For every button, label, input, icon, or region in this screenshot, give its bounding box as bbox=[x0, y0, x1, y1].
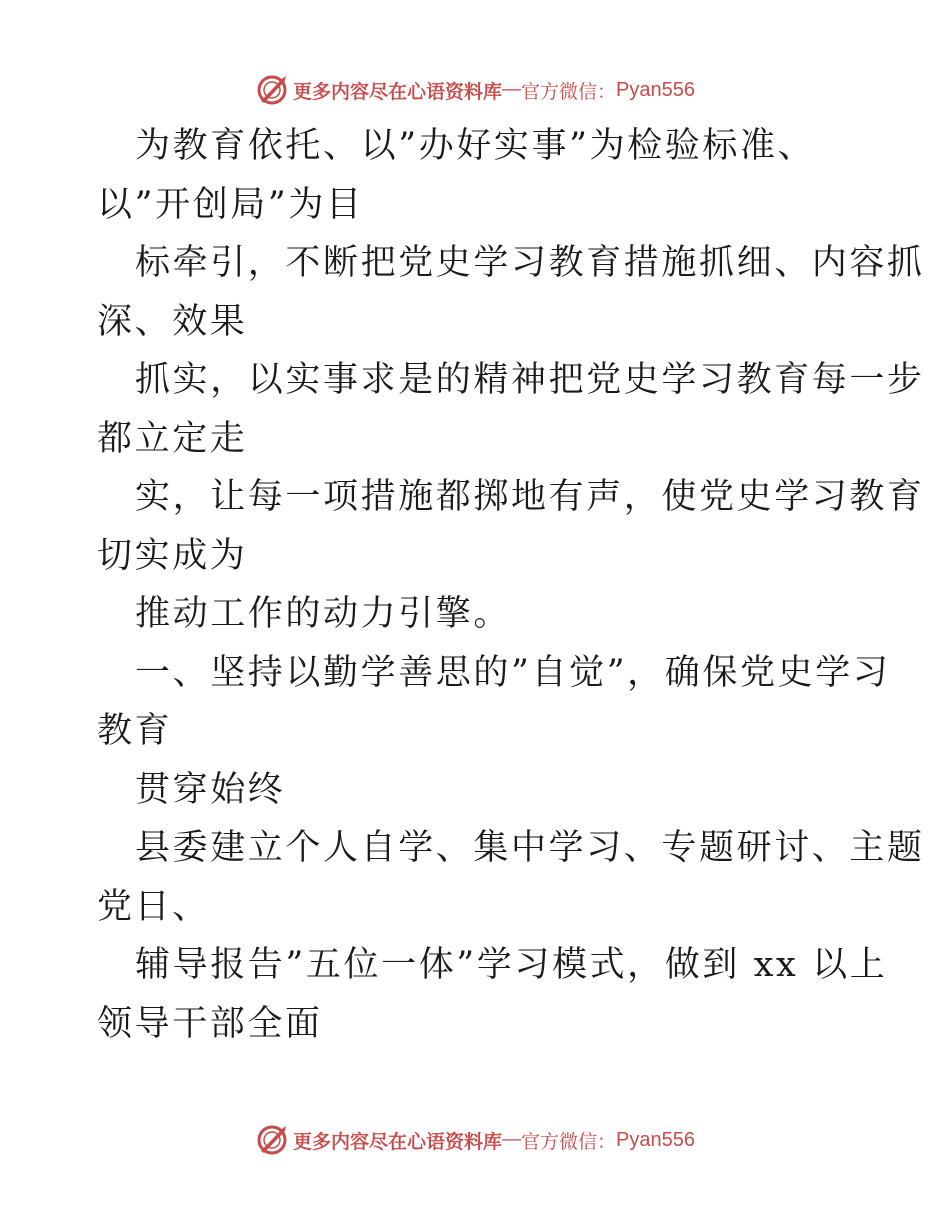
paragraph-line: 标牵引，不断把党史学习教育措施抓细、内容抓 bbox=[135, 243, 925, 283]
paragraph-line: 深、效果 bbox=[97, 301, 248, 342]
paragraph-line: 辅导报告”五位一体”学习模式，做到 xx 以上 bbox=[135, 945, 888, 985]
quill-pen-logo-icon bbox=[255, 1123, 289, 1157]
watermark-account-id: Pyan556 bbox=[616, 78, 695, 101]
paragraph-line: 切实成为 bbox=[97, 535, 248, 576]
paragraph-line: 为教育依托、以”办好实事”为检验标准、 bbox=[135, 126, 816, 166]
watermark-main-text: 更多内容尽在心语资料库 bbox=[293, 1130, 503, 1153]
paragraph-line: 一、坚持以勤学善思的”自觉”，确保党史学习 bbox=[135, 652, 891, 693]
watermark-separator: — bbox=[502, 1129, 522, 1150]
watermark-official-label: 官方微信： bbox=[521, 80, 617, 103]
footer-watermark bbox=[0, 1120, 950, 1160]
document-body bbox=[97, 117, 925, 1053]
watermark-separator: — bbox=[502, 79, 522, 100]
watermark-official-label: 官方微信： bbox=[521, 1130, 617, 1153]
paragraph-line: 党日、 bbox=[97, 886, 210, 927]
paragraph-line: 实，让每一项措施都掷地有声，使党史学习教育 bbox=[135, 477, 925, 517]
paragraph-line: 贯穿始终 bbox=[135, 769, 286, 810]
paragraph-line: 都立定走 bbox=[97, 418, 248, 459]
paragraph-line: 教育 bbox=[97, 711, 173, 751]
quill-pen-logo-icon bbox=[255, 73, 289, 107]
paragraph-line: 以”开创局”为目 bbox=[97, 184, 364, 225]
watermark-account-id: Pyan556 bbox=[616, 1128, 695, 1151]
paragraph-line: 推动工作的动力引擎。 bbox=[135, 594, 512, 634]
paragraph-line: 抓实，以实事求是的精神把党史学习教育每一步 bbox=[135, 360, 925, 400]
watermark-main-text: 更多内容尽在心语资料库 bbox=[293, 80, 503, 103]
paragraph-line: 县委建立个人自学、集中学习、专题研讨、主题 bbox=[135, 828, 925, 868]
header-watermark bbox=[0, 70, 950, 110]
paragraph-line: 领导干部全面 bbox=[97, 1003, 323, 1044]
